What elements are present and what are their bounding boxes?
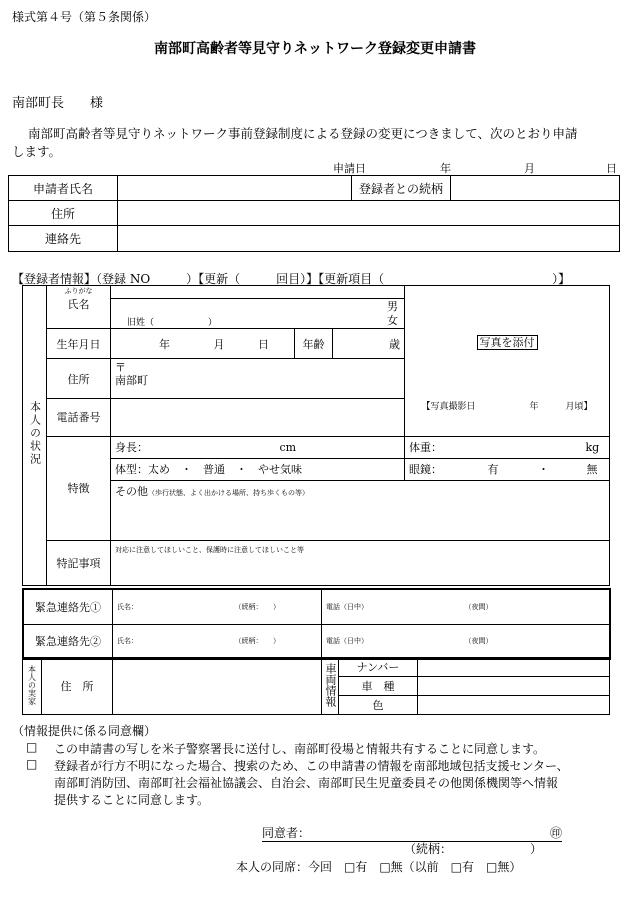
intro-text-cont: します。 bbox=[12, 144, 62, 159]
person-status-label: 本人の状況 bbox=[23, 286, 47, 586]
glasses-yes[interactable]: 有 bbox=[487, 463, 499, 476]
applicant-address-field[interactable] bbox=[118, 201, 620, 226]
applicant-name-label: 申請者氏名 bbox=[9, 176, 118, 201]
seal-mark: ㊞ bbox=[549, 826, 562, 840]
address-label: 住所 bbox=[47, 359, 111, 399]
glasses-field[interactable] bbox=[405, 458, 610, 480]
signer-label: 同意者： bbox=[262, 826, 311, 840]
photo-area[interactable] bbox=[405, 286, 610, 399]
consent-text-2c: 提供することに同意します。 bbox=[54, 793, 210, 807]
emergency-phone-2[interactable]: 電話（日中） （夜間） bbox=[322, 624, 610, 658]
other-field[interactable] bbox=[111, 480, 610, 540]
emergency-name-1[interactable]: 氏名： （続柄： ） bbox=[113, 590, 322, 624]
phone-field[interactable] bbox=[111, 399, 405, 437]
postal-mark: 〒 bbox=[115, 361, 126, 374]
other-label: その他 bbox=[115, 484, 148, 498]
applicant-contact-label: 連絡先 bbox=[9, 226, 118, 252]
height-field[interactable] bbox=[111, 436, 405, 458]
intro-text: 南部町高齢者等見守りネットワーク事前登録制度による登録の変更につきまして、次のとおり申請 bbox=[28, 126, 578, 141]
age-label: 年齢 bbox=[295, 329, 333, 359]
town-name: 南部町 bbox=[115, 374, 148, 387]
glasses-dot: ・ bbox=[538, 463, 549, 476]
furigana-label: ふりがな bbox=[64, 287, 93, 295]
birth-year: 年 bbox=[159, 337, 170, 351]
special-label: 特記事項 bbox=[47, 540, 111, 585]
photo-date: 【写真撮影日 年 月頃】 bbox=[405, 399, 610, 437]
photo-label: 写真を添付 bbox=[477, 335, 538, 350]
consent-title: （情報提供に係る同意欄） bbox=[12, 724, 157, 738]
features-label: 特徴 bbox=[47, 436, 111, 540]
consent-text-2b: 南部町消防団、南部町社会福祉協議会、自治会、南部町民生児童委員その他関係機関等へ情報 bbox=[54, 776, 559, 790]
car-type-label: 車 種 bbox=[339, 677, 418, 696]
number-field[interactable] bbox=[418, 658, 610, 677]
date-day: 日 bbox=[606, 162, 617, 175]
address-field[interactable] bbox=[111, 359, 405, 399]
number-label: ナンバー bbox=[339, 658, 418, 677]
home-vehicle-table bbox=[22, 657, 610, 715]
name-field[interactable] bbox=[111, 299, 405, 329]
phone-label: 電話番号 bbox=[47, 399, 111, 437]
other-note: （歩行状態、よく出かける場所、持ち歩くもの等） bbox=[148, 488, 309, 497]
date-label: 申請日 bbox=[333, 162, 366, 175]
old-name: 旧姓（ ） bbox=[127, 318, 218, 328]
weight-label: 体重： bbox=[409, 441, 442, 454]
info-header: 【登録者情報】（登録 NO ）【更新（ 回目）】【更新項目（ ）】 bbox=[12, 272, 571, 286]
color-label: 色 bbox=[339, 696, 418, 715]
body-type-field[interactable] bbox=[111, 458, 405, 480]
emergency-box bbox=[22, 588, 611, 660]
furigana-field[interactable] bbox=[111, 286, 405, 299]
applicant-address-label: 住所 bbox=[9, 201, 118, 226]
vehicle-label: 車両情報 bbox=[322, 658, 339, 715]
age-field[interactable] bbox=[333, 329, 405, 359]
home-address-field[interactable] bbox=[113, 658, 322, 715]
home-address-label: 住 所 bbox=[42, 658, 113, 715]
form-number: 様式第４号（第５条関係） bbox=[12, 10, 157, 24]
birth-day: 日 bbox=[258, 337, 269, 351]
female-option[interactable]: 女 bbox=[387, 314, 398, 327]
emergency-table bbox=[24, 590, 609, 658]
age-unit: 歳 bbox=[389, 337, 400, 351]
signer-relation: （続柄： ） bbox=[404, 842, 543, 856]
birth-month: 月 bbox=[213, 337, 225, 351]
emergency-phone-1[interactable]: 電話（日中） （夜間） bbox=[322, 590, 610, 624]
glasses-label: 眼鏡： bbox=[409, 463, 442, 476]
registrant-table bbox=[22, 285, 610, 586]
car-type-field[interactable] bbox=[418, 677, 610, 696]
weight-unit: kg bbox=[585, 441, 600, 454]
date-month: 月 bbox=[524, 162, 535, 175]
birth-label: 生年月日 bbox=[47, 329, 111, 359]
consent-checkbox-2[interactable]: □ bbox=[26, 757, 38, 771]
special-note[interactable]: 対応に注意してほしいこと、保護時に注意してほしいこと等 bbox=[111, 540, 610, 585]
glasses-no[interactable]: 無 bbox=[586, 463, 598, 476]
date-year: 年 bbox=[440, 162, 451, 175]
male-option[interactable]: 男 bbox=[387, 300, 398, 313]
consent-text-2a: 登録者が行方不明になった場合、捜索のため、この申請書の情報を南部地域包括支援センター、 bbox=[54, 759, 569, 773]
name-label: ふりがな 氏名 bbox=[47, 286, 111, 329]
emergency-name-2[interactable]: 氏名： （続柄： ） bbox=[113, 624, 322, 658]
page-title: 南部町高齢者等見守りネットワーク登録変更申請書 bbox=[154, 41, 476, 57]
birth-field[interactable] bbox=[111, 329, 295, 359]
relation-field[interactable] bbox=[451, 176, 620, 201]
relation-label: 登録者との続柄 bbox=[352, 176, 451, 201]
emergency-label-2: 緊急連絡先② bbox=[24, 624, 113, 658]
emergency-label-1: 緊急連絡先① bbox=[24, 590, 113, 624]
color-field[interactable] bbox=[418, 696, 610, 715]
applicant-name-field[interactable] bbox=[118, 176, 352, 201]
height-label: 身長： bbox=[115, 441, 148, 454]
body-type: 体型：太め ・ 普通 ・ やせ気味 bbox=[115, 463, 302, 476]
applicant-table bbox=[8, 175, 620, 252]
self-consent[interactable]: 本人の同席：今回 □有 □無（以前 □有 □無） bbox=[236, 860, 522, 874]
home-label: 本人の実家 bbox=[23, 658, 42, 715]
applicant-contact-field[interactable] bbox=[118, 226, 620, 252]
consent-text-1: この申請書の写しを米子警察署長に送付し、南部町役場と情報共有することに同意します。 bbox=[54, 742, 546, 756]
consent-checkbox-1[interactable]: □ bbox=[26, 740, 38, 754]
height-unit: cm bbox=[279, 441, 297, 454]
weight-field[interactable] bbox=[405, 436, 610, 458]
addressee: 南部町長 様 bbox=[12, 96, 104, 111]
